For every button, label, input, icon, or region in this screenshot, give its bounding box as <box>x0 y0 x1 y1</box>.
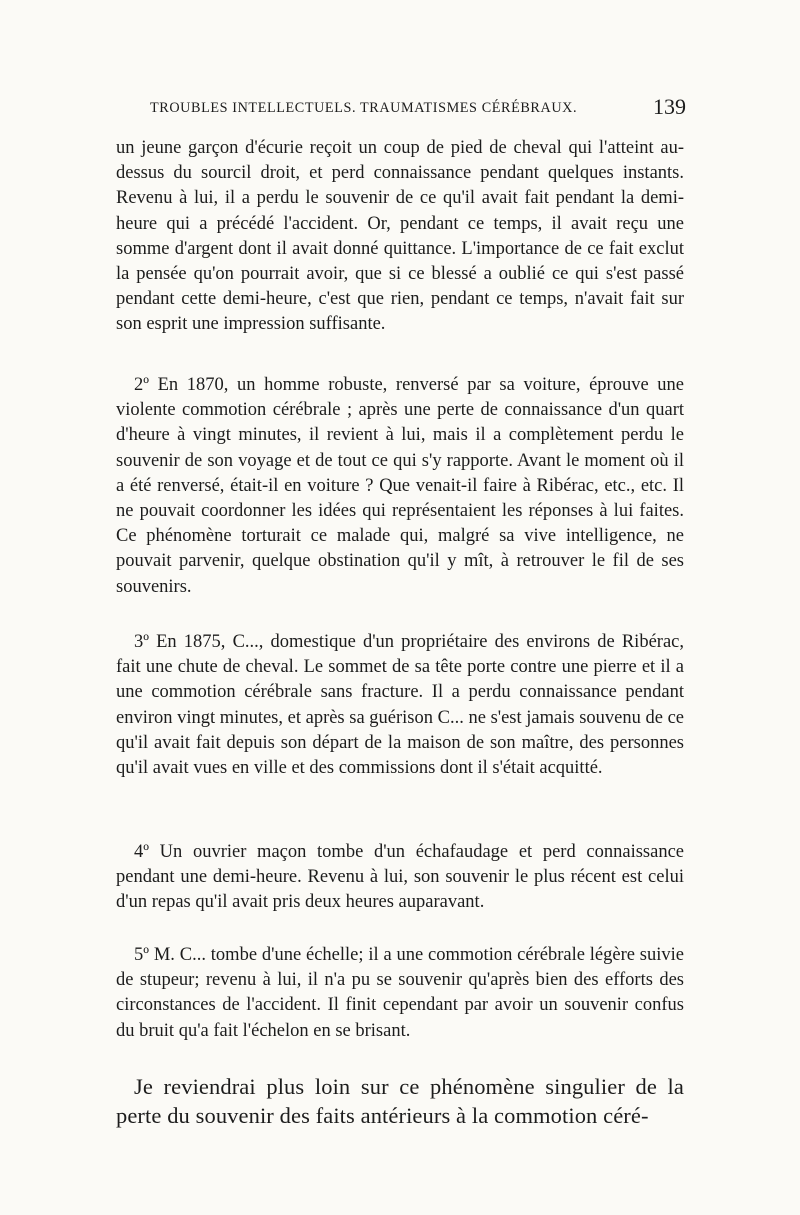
running-head <box>150 96 686 122</box>
paragraph-text: 4º Un ouvrier maçon tombe d'un échafaudage et perd connaissance pendant une demi-heure. Revenu à lui, son souvenir le plus récent est celui d'un repas qu'il avait pris deux heures auparavant. <box>116 842 684 913</box>
paragraph-case-5 <box>116 943 684 1044</box>
paragraph-closing <box>116 1072 684 1130</box>
paragraph-case-4 <box>116 840 684 916</box>
running-title: TROUBLES INTELLECTUELS. TRAUMATISMES CÉRÉBRAUX. <box>150 100 578 116</box>
paragraph-text: Je reviendrai plus loin sur ce phénomène singulier de la perte du souvenir des faits antérieurs à la commotion céré- <box>116 1074 684 1128</box>
paragraph-text: un jeune garçon d'écurie reçoit un coup de pied de cheval qui l'atteint au-dessus du sourcil droit, et perd connaissance pendant quelques instants. Revenu à lui, il a perdu le souvenir de ce qu'il avait fait pendant la demi-heure qui a précédé l'accident. Or, pendant ce temps, il avait reçu une somme d'argent dont il avait donné quittance. L'importance de ce fait exclut la pensée qu'on pourrait avoir, que si ce blessé a oublié ce qui s'est passé pendant cette demi-heure, c'est que rien, pendant ce temps, n'avait fait sur son esprit une impression suffisante. <box>116 138 684 335</box>
paragraph-continuation <box>116 136 684 338</box>
paragraph-text: 2º En 1870, un homme robuste, renversé par sa voiture, éprouve une violente commotion cérébrale ; après une perte de connaissance d'un quart d'heure à vingt minutes, il revient à lui, mais il a complètement perdu le souvenir de son voyage et de tout ce qui s'y rapporte. Avant le moment où il a été renversé, était-il en voiture ? Que venait-il faire à Ribérac, etc., etc. Il ne pouvait coordonner les idées qui représentaient les réponses à lui faites. Ce phénomène torturait ce malade qui, malgré sa vive intelligence, ne pouvait parvenir, quelque obstination qu'il y mît, à retrouver le fil de ses souvenirs. <box>116 375 684 597</box>
paragraph-text: 3º En 1875, C..., domestique d'un propriétaire des environs de Ribérac, fait une chute de cheval. Le sommet de sa tête porte contre une pierre et il a une commotion cérébrale sans fracture. Il a perdu connaissance pendant environ vingt minutes, et après sa guérison C... ne s'est jamais souvenu de ce qu'il avait fait depuis son départ de la maison de son maître, des personnes qu'il avait vues en ville et des commissions dont il s'était acquitté. <box>116 632 684 779</box>
paragraph-case-3 <box>116 630 684 781</box>
paragraph-text: 5º M. C... tombe d'une échelle; il a une commotion cérébrale légère suivie de stupeur; revenu à lui, il n'a pu se souvenir qu'après bien des efforts des circonstances de l'accident. Il finit cependant par avoir un souvenir confus du bruit qu'a fait l'échelon en se brisant. <box>116 945 684 1041</box>
paragraph-case-2 <box>116 373 684 600</box>
page-number: 139 <box>653 94 686 119</box>
